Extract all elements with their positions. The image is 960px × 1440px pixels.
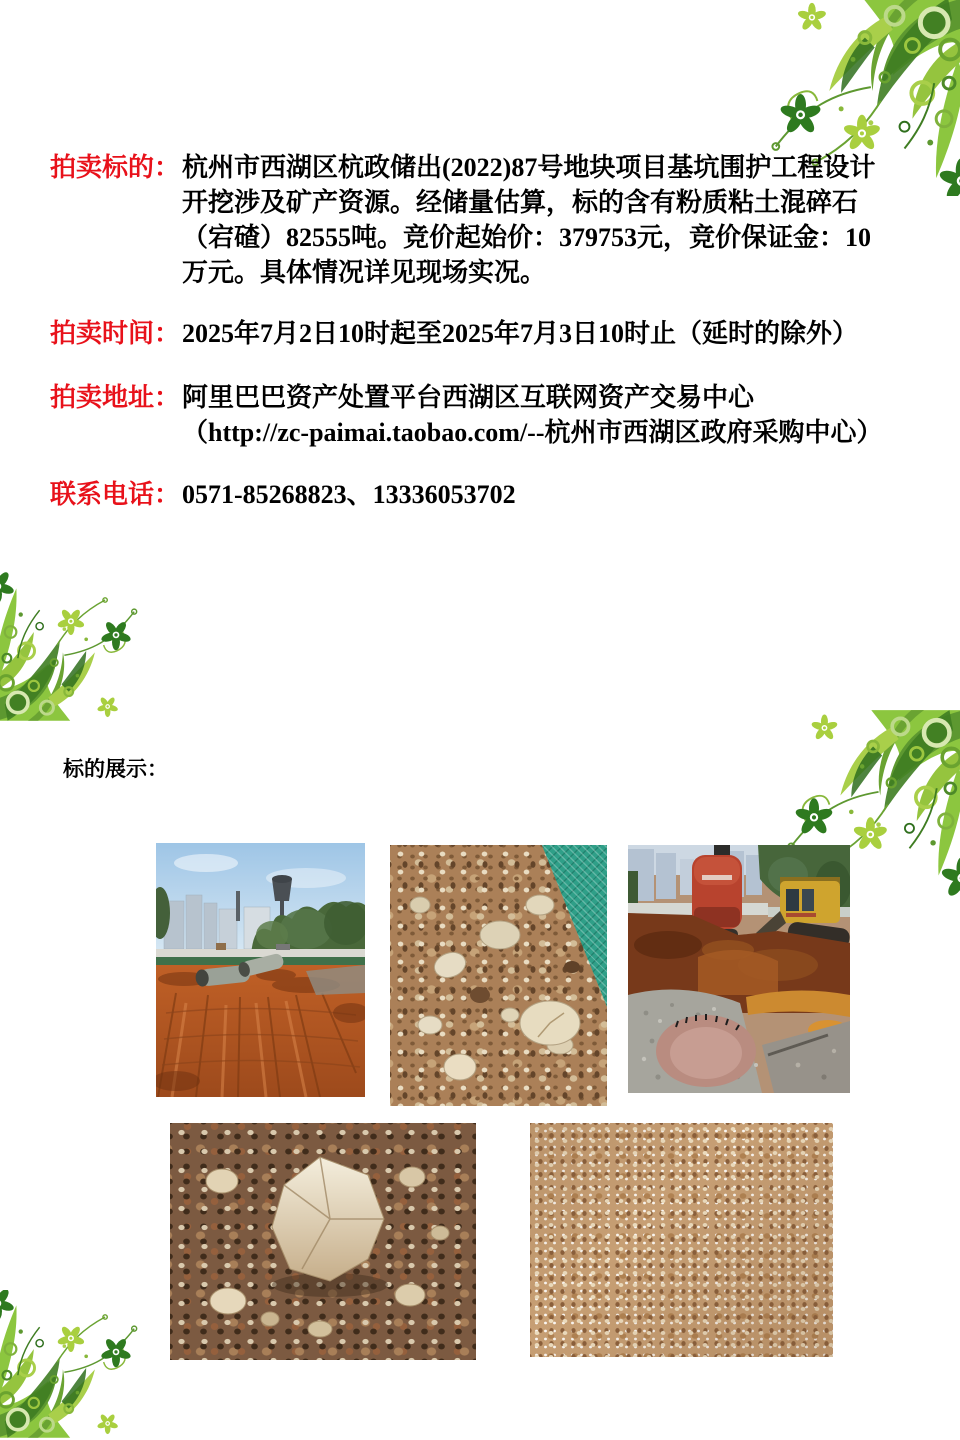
gallery-heading: 标的展示： — [63, 757, 168, 781]
auction-subject-text — [182, 150, 912, 290]
subject-line-2: 开挖涉及矿产资源。经储量估算，标的含有粉质粘土混碎石 — [182, 188, 859, 217]
auction-time-section — [50, 316, 912, 351]
address-line-1: 阿里巴巴资产处置平台西湖区互联网资产交易中心 — [182, 383, 755, 412]
photo-excavators-pit — [628, 845, 850, 1093]
photo-gravel-closeup-net — [390, 845, 607, 1106]
contact-phone-text — [182, 477, 912, 512]
photo-gravel-large-rock — [170, 1123, 476, 1360]
excavators-illustration — [628, 845, 850, 1093]
large-rock-illustration — [170, 1123, 476, 1360]
auction-address-section — [50, 380, 912, 450]
fine-gravel-texture — [530, 1123, 833, 1357]
time-line-1: 2025年7月2日10时起至2025年7月3日10时止（延时的除外） — [182, 319, 859, 348]
photo-construction-site-overview — [156, 843, 365, 1097]
floral-decoration-mid-left-icon — [0, 568, 156, 728]
auction-address-text — [182, 380, 912, 450]
auction-time-text — [182, 316, 912, 351]
auction-address-label: 拍卖地址： — [50, 383, 181, 412]
contact-phone-section — [50, 477, 912, 512]
subject-line-3: （宕碴）82555吨。竞价起始价：379753元，竞价保证金：10 — [182, 223, 872, 252]
contact-phone-label: 联系电话： — [50, 480, 181, 509]
auction-time-label: 拍卖时间： — [50, 319, 181, 348]
auction-subject-label: 拍卖标的： — [50, 153, 181, 182]
auction-subject-section — [50, 150, 912, 290]
photo-fine-gravel — [530, 1123, 833, 1357]
subject-line-1: 杭州市西湖区杭政储出(2022)87号地块项目基坑围护工程设计 — [182, 153, 876, 182]
floral-decoration-bottom-left-icon — [0, 1290, 156, 1440]
site-overview-illustration — [156, 843, 365, 1097]
phone-line-1: 0571-85268823、13336053702 — [182, 480, 516, 509]
subject-line-4: 万元。具体情况详见现场实况。 — [182, 258, 547, 287]
address-line-2: （http://zc-paimai.taobao.com/--杭州市西湖区政府采购中心） — [182, 418, 883, 447]
